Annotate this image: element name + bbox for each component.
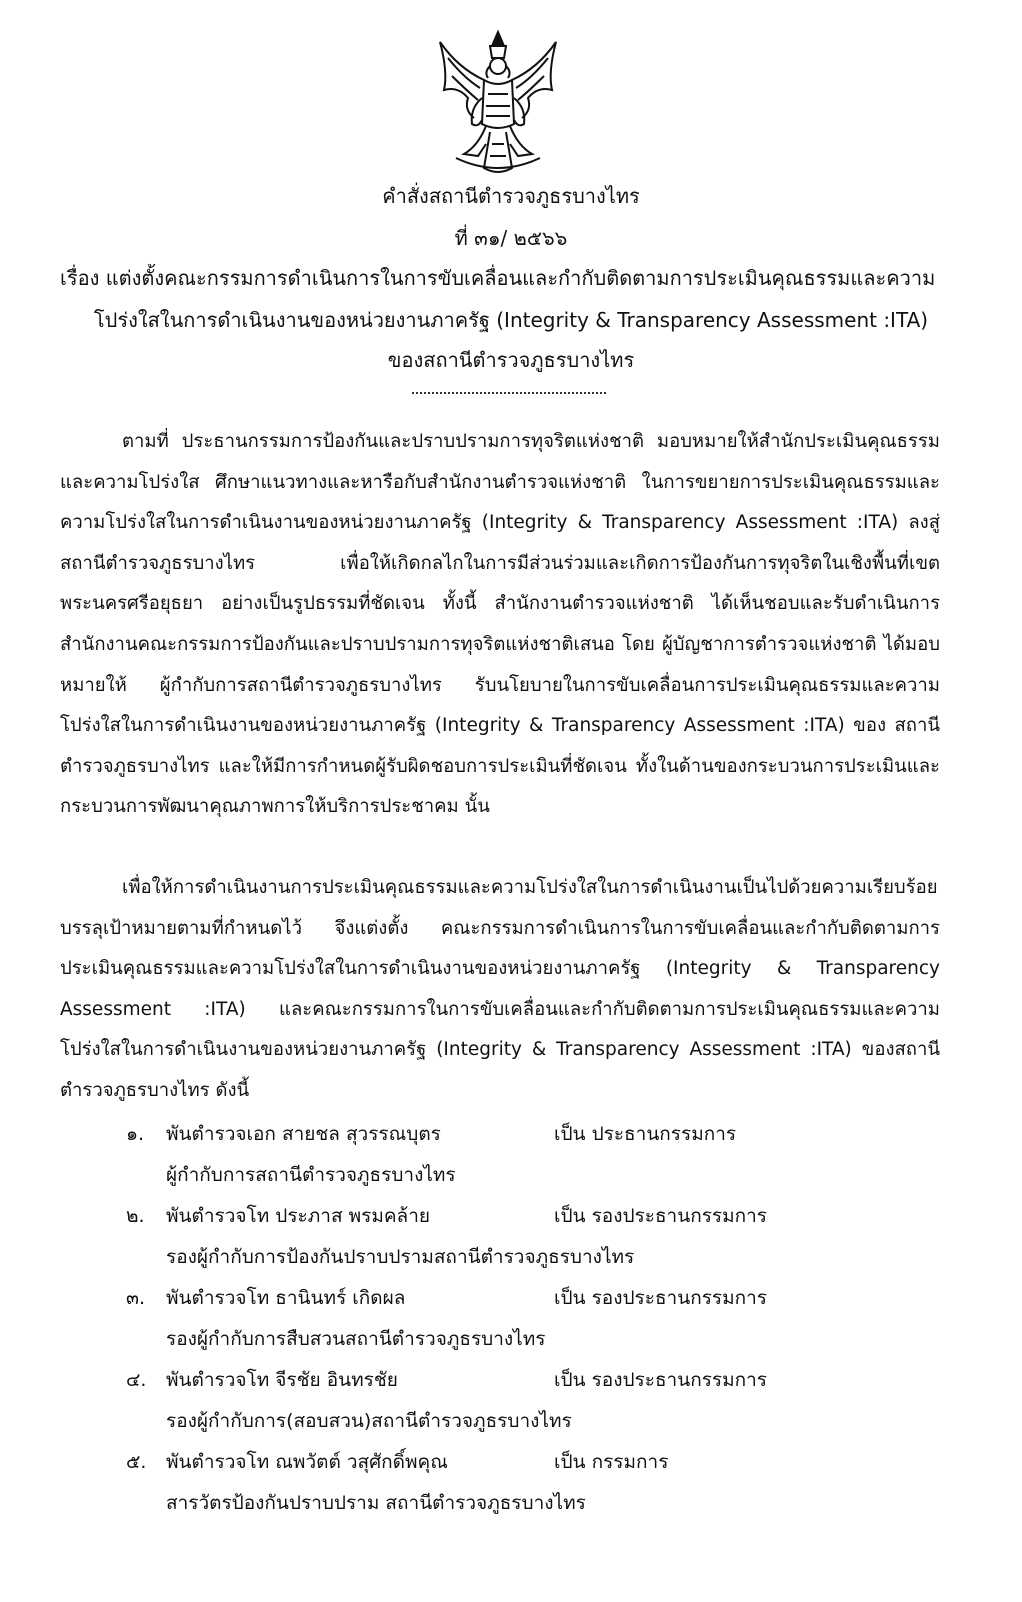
member-role: เป็น รองประธานกรรมการ bbox=[554, 1287, 768, 1309]
member-position: ผู้กำกับการสถานีตำรวจภูธรบางไทร bbox=[166, 1163, 456, 1186]
member-position: สารวัตรป้องกันปราบปราม สถานีตำรวจภูธรบางไทร bbox=[166, 1491, 586, 1514]
member-number: ๕. bbox=[126, 1451, 147, 1473]
member-name: พันตำรวจโท ธานินทร์ เกิดผล bbox=[166, 1287, 406, 1309]
subject-line-3: ของสถานีตำรวจภูธรบางไทร bbox=[387, 348, 635, 372]
member-position: รองผู้กำกับการป้องกันปราบปรามสถานีตำรวจภูธรบางไทร bbox=[166, 1245, 635, 1268]
member-role: เป็น ประธานกรรมการ bbox=[554, 1123, 737, 1145]
member-position: รองผู้กำกับการ(สอบสวน)สถานีตำรวจภูธรบางไทร bbox=[166, 1409, 572, 1432]
member-role: เป็น กรรมการ bbox=[554, 1451, 669, 1473]
member-name: พันตำรวจโท ณพวัตต์ วสุศักดิ์พคุณ bbox=[166, 1451, 448, 1473]
member-number: ๓. bbox=[126, 1287, 146, 1309]
separator-dots bbox=[412, 392, 606, 394]
paragraph-2: เพื่อให้การดำเนินงานการประเมินคุณธรรมและความโปร่งใสในการดำเนินงานเป็นไปด้วยความเรียบร้อย บรรลุเป้าหมายตามที่กำหนดไว้ จึงแต่งตั้ง คณะกรรมการดำเนินการในการขับเคลื่อนและกำกับติดตามการประเมินคุณธรรมและความโปร่งใสในการดำเนินงานของหน่วยงานภาครัฐ (Integrity & Transparency Assessment :ITA) และคณะกรรมการในการขับเคลื่อนและกำกับติดตามการประเมินคุณธรรมและความโปร่งใสในการดำเนินงานของหน่วยงานภาครัฐ (Integrity & Transparency Assessment :ITA) ของสถานีตำรวจภูธรบางไทร ดังนี้ bbox=[60, 877, 940, 1101]
paragraph-1: ตามที่ ประธานกรรมการป้องกันและปราบปรามการทุจริตแห่งชาติ มอบหมายให้สำนักประเมินคุณธรรมและความโปร่งใส ศึกษาแนวทางและหารือกับสำนักงานตำรวจแห่งชาติ ในการขยายการประเมินคุณธรรมและความโปร่งใสในการดำเนินงานของหน่วยงานภาครัฐ (Integrity & Transparency Assessment :ITA) ลงสู่ สถานีตำรวจภูธรบางไทร เพื่อให้เกิดกลไกในการมีส่วนร่วมและเกิดการป้องกันการทุจริตในเชิงพื้นที่เขตพระนครศรีอยุธยา อย่างเป็นรูปธรรมที่ชัดเจน ทั้งนี้ สำนักงานตำรวจแห่งชาติ ได้เห็นชอบและรับดำเนินการสำนักงานคณะกรรมการป้องกันและปราบปรามการทุจริตแห่งชาติเสนอ โดย ผู้บัญชาการตำรวจแห่งชาติ ได้มอบหมายให้ ผู้กำกับการสถานีตำรวจภูธรบางไทร รับนโยบายในการขับเคลื่อนการประเมินคุณธรรมและความโปร่งใสในการดำเนินงานของหน่วยงานภาครัฐ (Integrity & Transparency Assessment :ITA) ของ สถานีตำรวจภูธรบางไทร และให้มีการกำหนดผู้รับผิดชอบการประเมินที่ชัดเจน ทั้งในด้านของกระบวนการประเมินและกระบวนการพัฒนาคุณภาพการให้บริการประชาคม นั้น bbox=[60, 431, 940, 818]
order-number: ที่ ๓๑/ ๒๕๖๖ bbox=[454, 226, 568, 250]
subject-line-2: โปร่งใสในการดำเนินงานของหน่วยงานภาครัฐ (Integrity & Transparency Assessment :ITA) bbox=[93, 308, 929, 332]
member-number: ๔. bbox=[126, 1369, 147, 1391]
member-number: ๒. bbox=[126, 1205, 145, 1227]
member-role: เป็น รองประธานกรรมการ bbox=[554, 1369, 768, 1391]
garuda-emblem-icon bbox=[434, 28, 562, 178]
member-name: พันตำรวจเอก สายชล สุวรรณบุตร bbox=[166, 1123, 441, 1145]
order-title: คำสั่งสถานีตำรวจภูธรบางไทร bbox=[382, 184, 640, 208]
member-name: พันตำรวจโท จีรชัย อินทรชัย bbox=[166, 1369, 398, 1391]
member-role: เป็น รองประธานกรรมการ bbox=[554, 1205, 768, 1227]
member-position: รองผู้กำกับการสืบสวนสถานีตำรวจภูธรบางไทร bbox=[166, 1327, 546, 1350]
subject-line-1: เรื่อง แต่งตั้งคณะกรรมการดำเนินการในการขับเคลื่อนและกำกับติดตามการประเมินคุณธรรมและความ bbox=[60, 266, 936, 290]
member-number: ๑. bbox=[126, 1123, 145, 1145]
member-name: พันตำรวจโท ประภาส พรมคล้าย bbox=[166, 1205, 431, 1227]
